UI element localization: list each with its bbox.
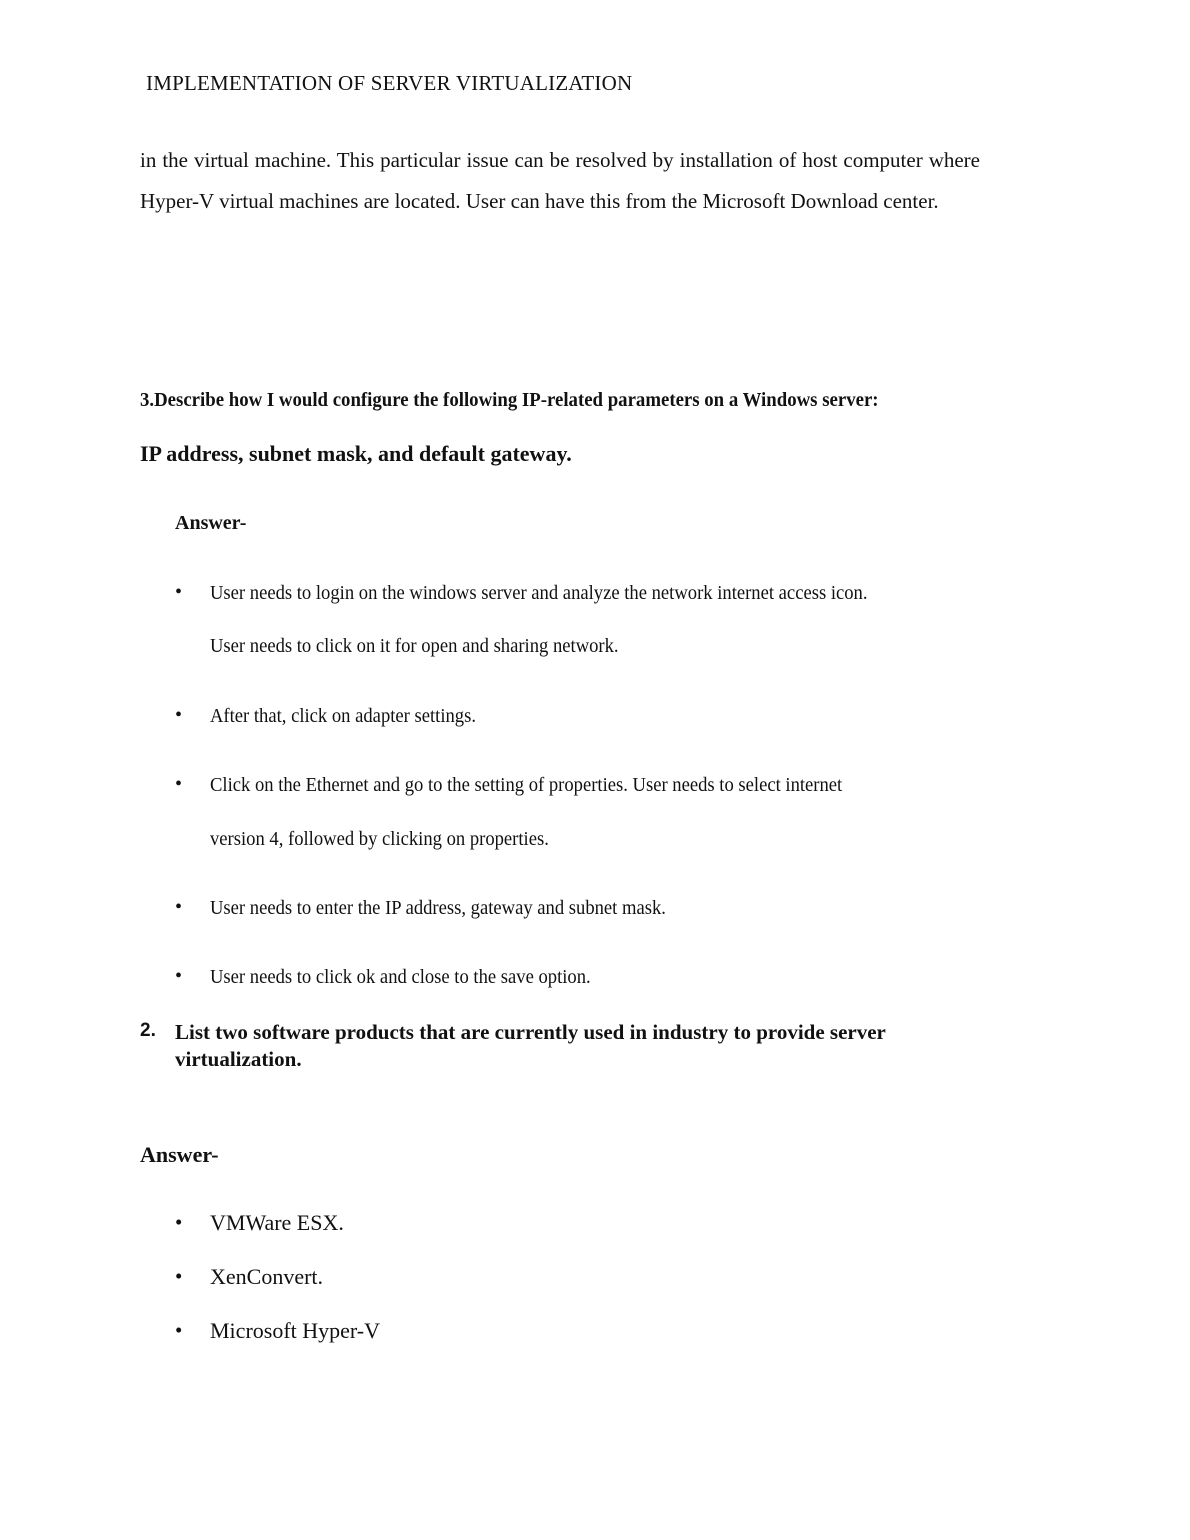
- bullet-icon: •: [175, 581, 183, 603]
- step-1-line-2: User needs to click on it for open and sharing network.: [210, 635, 619, 657]
- question-3-subheading: IP address, subnet mask, and default gateway.: [140, 441, 572, 466]
- question-3-heading: 3.Describe how I would configure the following IP-related parameters on a Windows server:: [140, 389, 879, 411]
- bullet-icon: •: [175, 1264, 183, 1288]
- continuation-paragraph: in the virtual machine. This particular issue can be resolved by installation of host computer where Hyper-V virtual machines are located. User can have this from the Microsoft Download center.: [140, 148, 980, 213]
- step-2-line-1: After that, click on adapter settings.: [210, 705, 476, 727]
- answer-label-q3: Answer-: [175, 512, 247, 534]
- bullet-icon: •: [175, 1210, 183, 1234]
- bullet-icon: •: [175, 773, 183, 795]
- step-3-line-1: Click on the Ethernet and go to the setting of properties. User needs to select internet: [210, 774, 843, 796]
- question-2-number: 2.: [140, 1020, 156, 1041]
- product-item-3: Microsoft Hyper-V: [210, 1318, 381, 1343]
- bullet-icon: •: [175, 1318, 183, 1342]
- bullet-icon: •: [175, 896, 183, 918]
- product-item-2: XenConvert.: [210, 1264, 324, 1289]
- step-4-line-1: User needs to enter the IP address, gateway and subnet mask.: [210, 897, 666, 919]
- step-5-line-1: User needs to click ok and close to the save option.: [210, 966, 591, 988]
- running-header: IMPLEMENTATION OF SERVER VIRTUALIZATION: [146, 71, 633, 95]
- bullet-icon: •: [175, 965, 183, 987]
- step-1-line-1: User needs to login on the windows server and analyze the network internet access icon.: [210, 582, 868, 604]
- question-2-heading: List two software products that are currently used in industry to provide server virtualization.: [175, 1020, 886, 1071]
- step-3-line-2: version 4, followed by clicking on properties.: [210, 828, 549, 850]
- product-item-1: VMWare ESX.: [210, 1210, 344, 1235]
- bullet-icon: •: [175, 704, 183, 726]
- answer-label-q2: Answer-: [140, 1142, 219, 1167]
